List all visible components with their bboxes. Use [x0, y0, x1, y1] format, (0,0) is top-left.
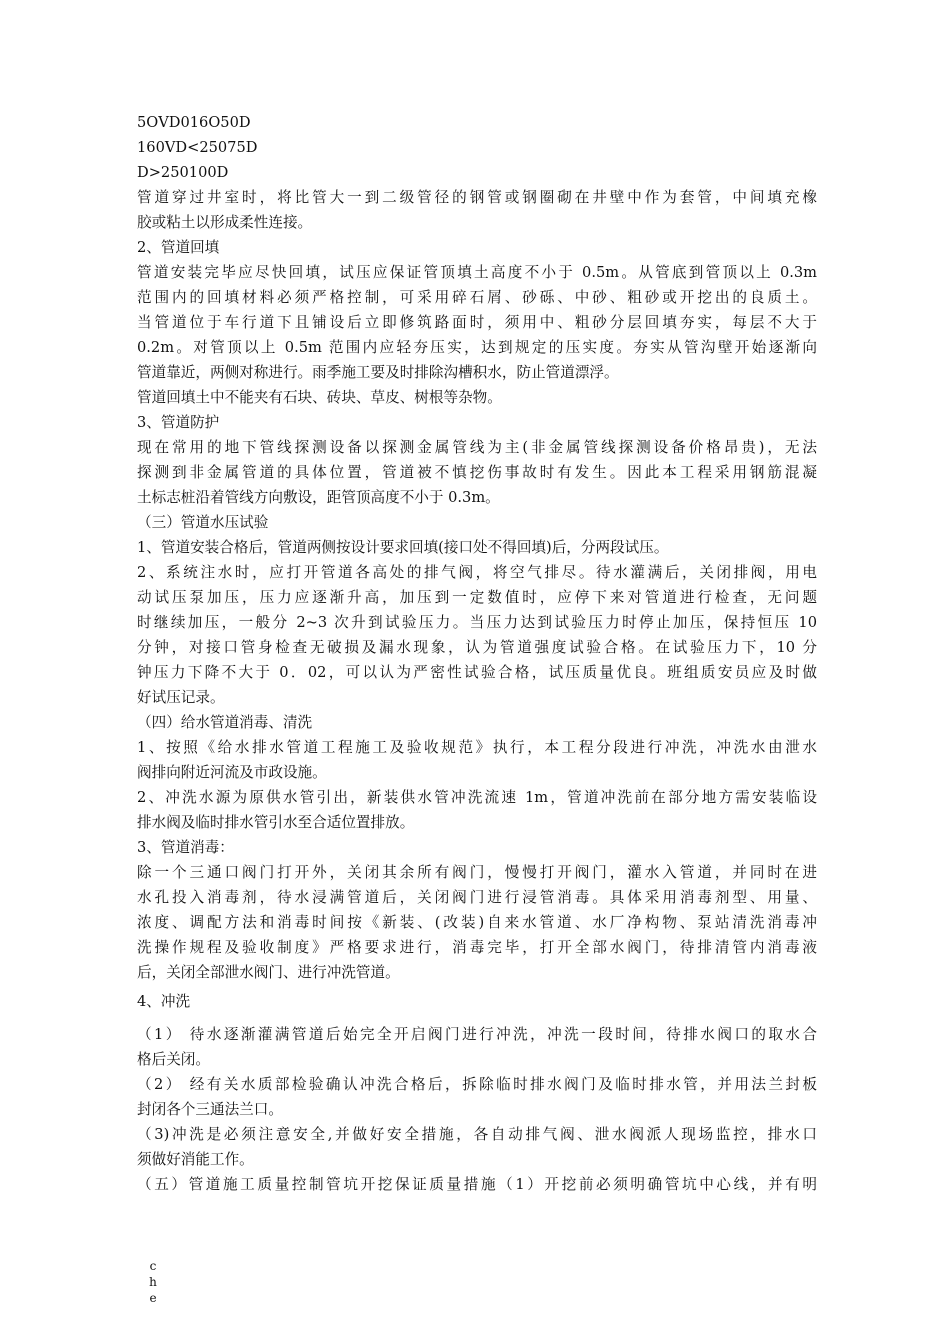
text-line: 须做好消能工作。 [137, 1151, 254, 1168]
text-line: 管道靠近，两侧对称进行。雨季施工要及时排除沟槽积水，防止管道漂浮。 [137, 364, 619, 381]
text-line: 5OⅤD016O50D [137, 114, 251, 131]
text-line: 格后关闭。 [137, 1051, 210, 1068]
text-line: 除一个三通口阀门打开外，关闭其余所有阀门，慢慢打开阀门，灌水入管道，并同时在进 [137, 864, 817, 881]
text-line: 分钟，对接口管身检查无破损及漏水现象，认为管道强度试验合格。在试验压力下，10 分 [137, 639, 817, 656]
text-line: 好试压记录。 [137, 689, 225, 706]
section-heading: 2、管道回填 [137, 239, 220, 256]
text-line: 水孔投入消毒剂，待水浸满管道后，关闭阀门进行浸管消毒。具体采用消毒剂型、用量、 [137, 889, 817, 906]
text-line: 洗操作规程及验收制度》严格要求进行，消毒完毕，打开全部水阀门，待排清管内消毒液 [137, 939, 817, 956]
text-line: D>250100D [137, 164, 229, 181]
text-line: （3)冲洗是必须注意安全,并做好安全措施，各自动排气阀、泄水阀派人现场监控，排水口 [137, 1126, 817, 1143]
text-line: 探测到非金属管道的具体位置，管道被不慎挖伤事故时有发生。因此本工程采用钢筋混凝 [137, 464, 817, 481]
section-heading: 3、管道防护 [137, 414, 220, 431]
footer-char: c [149, 1259, 157, 1273]
footer-char: h [149, 1275, 157, 1289]
text-line: 1、按照《给水排水管道工程施工及验收规范》执行，本工程分段进行冲洗，冲洗水由泄水 [137, 739, 817, 756]
section-heading: （四）给水管道消毒、清洗 [137, 714, 313, 731]
text-line: 土标志桩沿着管线方向敷设，距管顶高度不小于 0.3m。 [137, 489, 500, 506]
text-line: 浓度、调配方法和消毒时间按《新装、(改装)自来水管道、水厂净构物、泵站清洗消毒冲 [137, 914, 817, 931]
text-line: 阀排向附近河流及市政设施。 [137, 764, 327, 781]
text-line: （1） 待水逐渐灌满管道后始完全开启阀门进行冲洗，冲洗一段时间，待排水阀口的取水合 [137, 1026, 817, 1043]
document-body [137, 110, 817, 1197]
text-line: （2） 经有关水质部检验确认冲洗合格后，拆除临时排水阀门及临时排水管，并用法兰封板 [137, 1076, 817, 1093]
text-line: 钟压力下降不大于 0．02，可以认为严密性试验合格，试压质量优良。班组质安员应及时做 [137, 664, 817, 681]
text-line: 排水阀及临时排水管引水至合适位置排放。 [137, 814, 415, 831]
text-line: 时继续加压，一般分 2~3 次升到试验压力。当压力达到试验压力时停止加压，保持恒压 10 [137, 614, 817, 631]
section-heading: 3、管道消毒： [137, 839, 234, 856]
footer-vertical-text [147, 1258, 159, 1306]
text-line: 管道穿过井室时，将比管大一到二级管径的钢管或钢圈砌在井壁中作为套管，中间填充橡 [137, 189, 817, 206]
text-line: 0.2m。对管顶以上 0.5m 范围内应轻夯压实，达到规定的压实度。夯实从管沟壁开始逐渐向 [137, 339, 817, 356]
section-heading: （三）管道水压试验 [137, 514, 269, 531]
footer-char: e [149, 1291, 157, 1305]
text-line: 现在常用的地下管线探测设备以探测金属管线为主(非金属管线探测设备价格昂贵)，无法 [137, 439, 817, 456]
text-line: （五）管道施工质量控制管坑开挖保证质量措施（1）开挖前必须明确管坑中心线，并有明 [137, 1176, 817, 1193]
text-line: 胶或粘土以形成柔性连接。 [137, 214, 313, 231]
section-heading: 4、冲洗 [137, 993, 191, 1010]
text-line: 范围内的回填材料必须严格控制，可采用碎石屑、砂砾、中砂、粗砂或开挖出的良质土。 [137, 289, 817, 306]
text-line: 当管道位于车行道下且铺设后立即修筑路面时，须用中、粗砂分层回填夯实，每层不大于 [137, 314, 817, 331]
text-line: 动试压泵加压，压力应逐渐升高，加压到一定数值时，应停下来对管道进行检查，无问题 [137, 589, 817, 606]
text-line: 管道回填土中不能夹有石块、砖块、草皮、树根等杂物。 [137, 389, 502, 406]
text-line: 管道安装完毕应尽快回填，试压应保证管顶填土高度不小于 0.5m。从管底到管顶以上 0.3m [137, 264, 817, 281]
text-line: 2、系统注水时，应打开管道各高处的排气阀，将空气排尽。待水灌满后，关闭排阀，用电 [137, 564, 817, 581]
text-line: 2、冲洗水源为原供水管引出，新装供水管冲洗流速 1m，管道冲洗前在部分地方需安装临设 [137, 789, 817, 806]
text-line: 后，关闭全部泄水阀门、进行冲洗管道。 [137, 964, 400, 981]
text-line: 1、管道安装合格后，管道两侧按设计要求回填(接口处不得回填)后，分两段试压。 [137, 539, 669, 556]
text-line: 封闭各个三通法兰口。 [137, 1101, 283, 1118]
text-line: 160ⅤD<25075D [137, 139, 258, 156]
